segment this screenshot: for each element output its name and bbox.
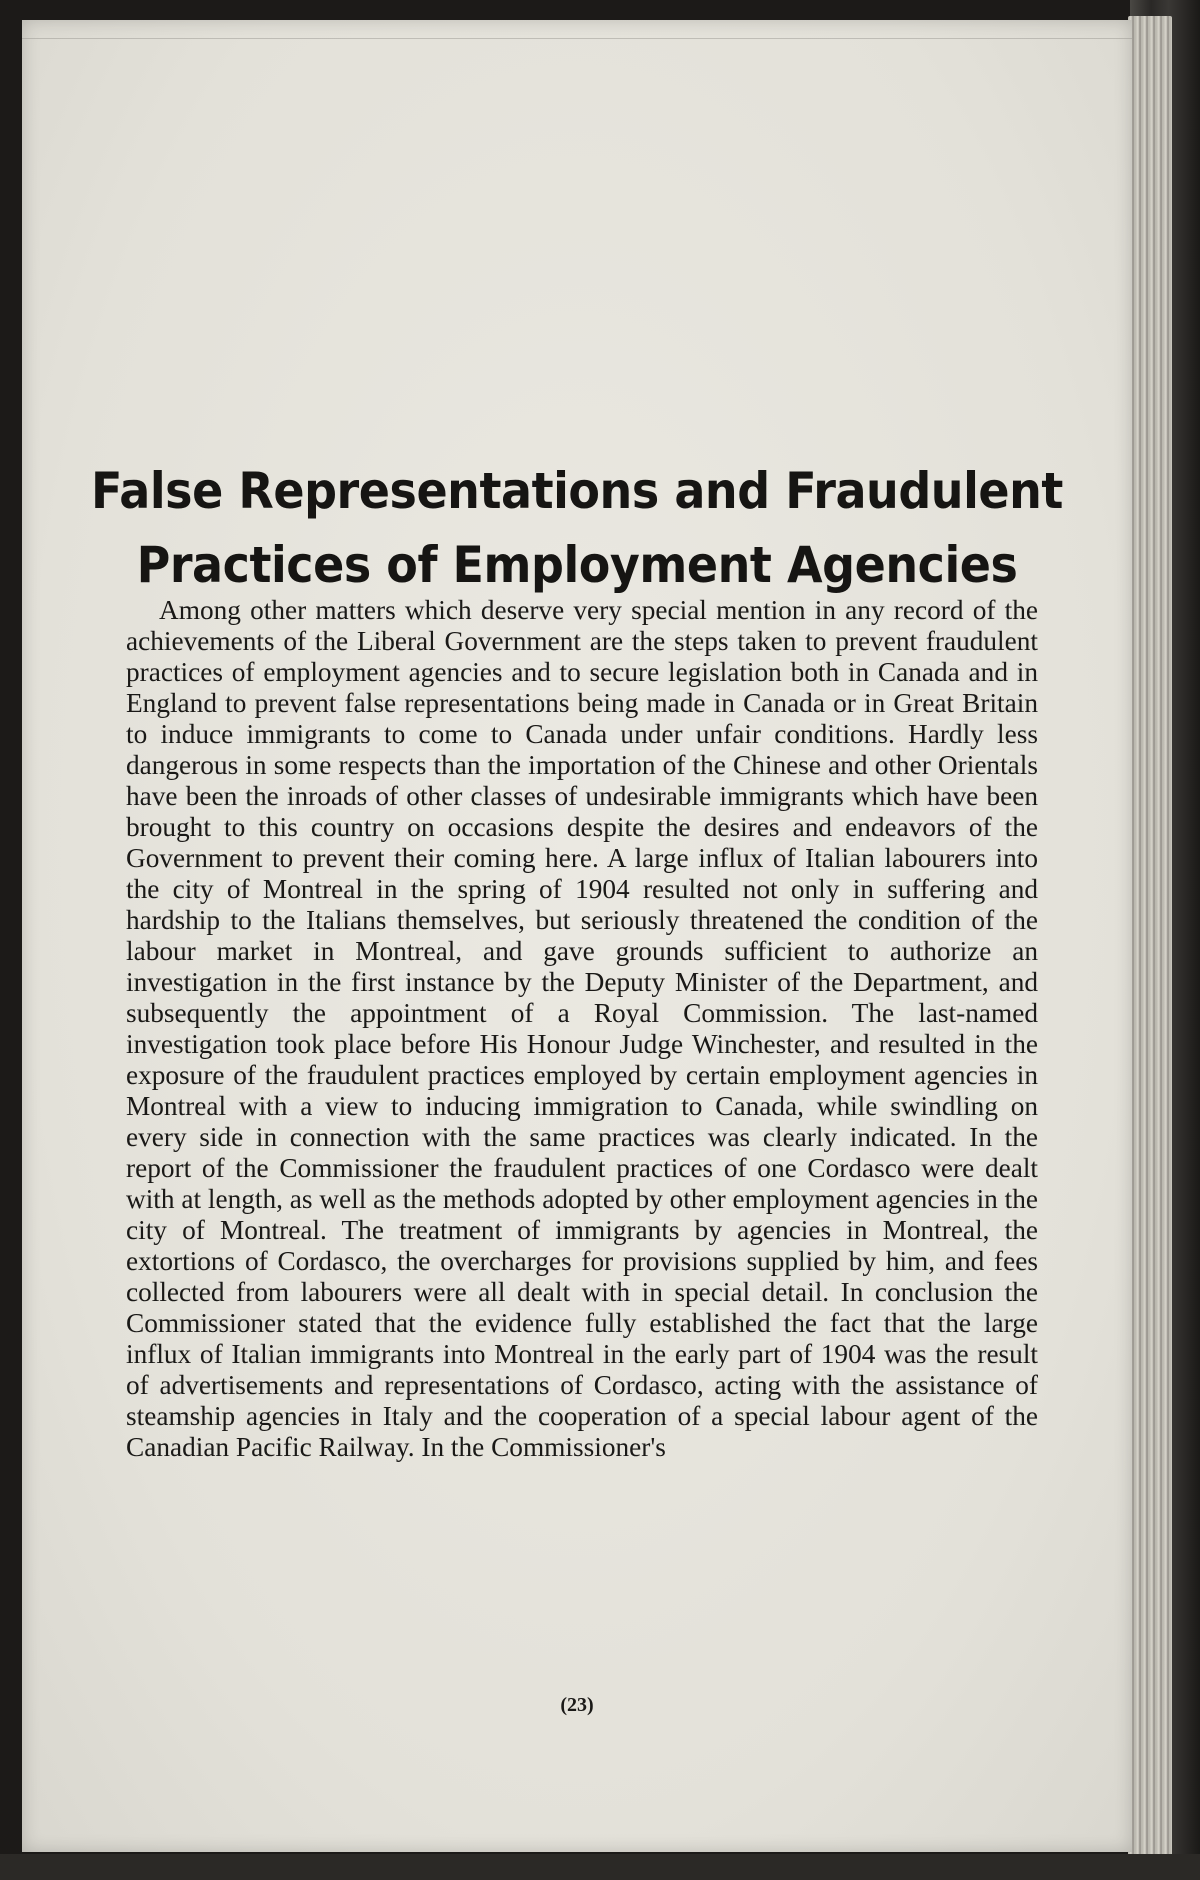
book-page [22, 20, 1132, 1852]
title-line-1: False Representations and Fraudulent [91, 461, 1063, 520]
page-top-edge [22, 38, 1132, 39]
body-paragraph: Among other matters which deserve very special mention in any record of the achievements of the Liberal Government are the steps taken to prevent fraudulent practices of employment agencies and to secure legislation both in Canada and in England to prevent false representations being made in Canada or in Great Britain to induce immigrants to come to Canada under unfair conditions. Hardly less dangerous in some respects than the importation of the Chinese and other Orientals have been the inroads of other classes of undesirable immigrants which have been brought to this country on occasions despite the desires and endeavors of the Government to prevent their coming here. A large influx of Italian labourers into the city of Montreal in the spring of 1904 resulted not only in suffering and hardship to the Italians themselves, but seriously threatened the condition of the labour market in Montreal, and gave grounds sufficient to authorize an investigation in the first instance by the Deputy Minister of the Department, and subsequently the appointment of a Royal Commission. The last-named investigation took place before His Honour Judge Winchester, and resulted in the exposure of the fraudulent practices employed by certain employment agencies in Montreal with a view to inducing immigration to Canada, while swindling on every side in connection with the same practices was clearly indicated. In the report of the Commissioner the fraudulent practices of one Cordasco were dealt with at length, as well as the methods adopted by other employment agencies in the city of Montreal. The treatment of immigrants by agencies in Montreal, the extortions of Cordasco, the overcharges for provisions supplied by him, and fees collected from labourers were all dealt with in special detail. In conclusion the Commissioner stated that the evidence fully established the fact that the large influx of Italian immigrants into Montreal in the early part of 1904 was the result of advertisements and representations of Cordasco, acting with the assistance of steamship agencies in Italy and the cooperation of a special labour agent of the Canadian Pacific Railway. In the Commissioner's [126, 595, 1038, 1462]
page-title [85, 454, 1069, 602]
page-number: (23) [560, 1694, 594, 1716]
title-line-2: Practices of Employment Agencies [136, 535, 1018, 594]
scan-border-bottom [0, 1854, 1200, 1880]
page-stack-edges [1128, 16, 1172, 1858]
